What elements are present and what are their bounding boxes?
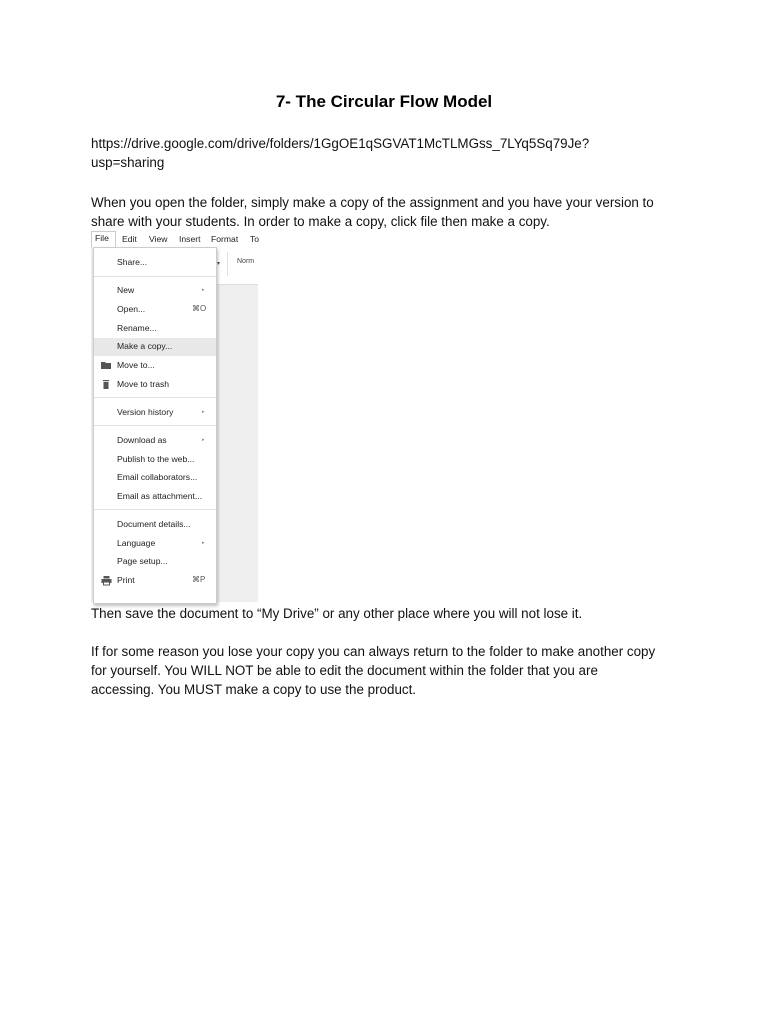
outro-line-3: accessing. You MUST make a copy to use the product.: [91, 682, 417, 697]
menu-item-publish-to-web: [94, 451, 216, 469]
menubar-item-format: Format: [211, 234, 239, 244]
menu-item-label: New: [117, 285, 135, 295]
menubar-item-edit: Edit: [122, 234, 137, 244]
trash-icon: [101, 379, 112, 390]
menu-item-move-to: [94, 357, 216, 375]
menu-item-label: Move to...: [117, 360, 155, 370]
docs-toolbar: [215, 248, 258, 285]
outro-line-2: for yourself. You WILL NOT be able to edit the document within the folder that you are: [91, 663, 598, 678]
intro-line-1: When you open the folder, simply make a copy of the assignment and you have your version to: [91, 195, 654, 210]
menu-item-rename: [94, 320, 216, 338]
menu-item-version-history: [94, 404, 216, 422]
menu-divider: [94, 397, 216, 398]
menu-item-open: [94, 301, 216, 319]
folder-link-line-2[interactable]: usp=sharing: [91, 155, 165, 170]
menu-item-print: [94, 572, 216, 590]
save-line: Then save the document to “My Drive” or any other place where you will not lose it.: [91, 606, 583, 621]
menu-item-label: Make a copy...: [117, 341, 173, 351]
menu-item-make-a-copy: [94, 338, 216, 356]
folder-link[interactable]: [91, 134, 691, 172]
menu-item-label: Download as: [117, 435, 167, 445]
outro-paragraph: [91, 642, 691, 699]
menu-item-document-details: [94, 516, 216, 534]
menu-item-label: Version history: [117, 407, 174, 417]
menu-item-share: [94, 254, 216, 272]
submenu-arrow-icon: ▸: [202, 287, 205, 293]
submenu-arrow-icon: ▸: [202, 540, 205, 546]
menubar-item-file: File: [95, 233, 109, 243]
menubar-item-insert: Insert: [179, 234, 201, 244]
menu-item-shortcut: ⌘P: [192, 575, 206, 584]
menu-item-new: [94, 282, 216, 300]
toolbar-divider: [227, 252, 228, 276]
save-paragraph: [91, 604, 691, 623]
menu-item-move-to-trash: [94, 376, 216, 394]
menu-item-label: Document details...: [117, 519, 191, 529]
menu-item-shortcut: ⌘O: [192, 304, 207, 313]
document-title: 7- The Circular Flow Model: [275, 92, 493, 111]
menu-divider: [94, 509, 216, 510]
menu-item-label: Rename...: [117, 323, 157, 333]
menu-item-email-collaborators: [94, 469, 216, 487]
menu-item-download-as: [94, 432, 216, 450]
intro-line-2: share with your students. In order to make a copy, click file then make a copy.: [91, 214, 550, 229]
menu-item-label: Publish to the web...: [117, 454, 195, 464]
menubar-item-view: View: [149, 234, 168, 244]
chevron-down-icon: ▾: [217, 261, 221, 267]
folder-icon: [101, 360, 112, 371]
menu-item-label: Email as attachment...: [117, 491, 203, 501]
menu-item-label: Move to trash: [117, 379, 170, 389]
menu-item-label: Print: [117, 575, 135, 585]
file-menu-screenshot: [91, 231, 258, 602]
file-dropdown-menu: [93, 247, 217, 604]
menu-divider: [94, 276, 216, 277]
printer-icon: [101, 575, 112, 586]
intro-paragraph: [91, 193, 691, 231]
menu-item-page-setup: [94, 553, 216, 571]
style-select: Norm: [237, 258, 255, 265]
docs-menubar: [91, 231, 258, 248]
menu-item-label: Open...: [117, 304, 146, 314]
submenu-arrow-icon: ▸: [202, 437, 205, 443]
menu-item-label: Language: [117, 538, 156, 548]
submenu-arrow-icon: ▸: [202, 409, 205, 415]
menu-item-label: Share...: [117, 257, 148, 267]
menu-item-email-as-attachment: [94, 488, 216, 506]
folder-link-line-1[interactable]: https://drive.google.com/drive/folders/1GgOE1qSGVAT1McTLMGss_7LYq5Sq79Je?: [91, 136, 590, 151]
menu-item-label: Page setup...: [117, 556, 168, 566]
menu-item-language: [94, 535, 216, 553]
menu-item-label: Email collaborators...: [117, 472, 198, 482]
menubar-item-tools: To: [250, 234, 260, 244]
menu-divider: [94, 425, 216, 426]
outro-line-1: If for some reason you lose your copy you can always return to the folder to make another copy: [91, 644, 656, 659]
menubar-file-tab: [91, 231, 116, 248]
